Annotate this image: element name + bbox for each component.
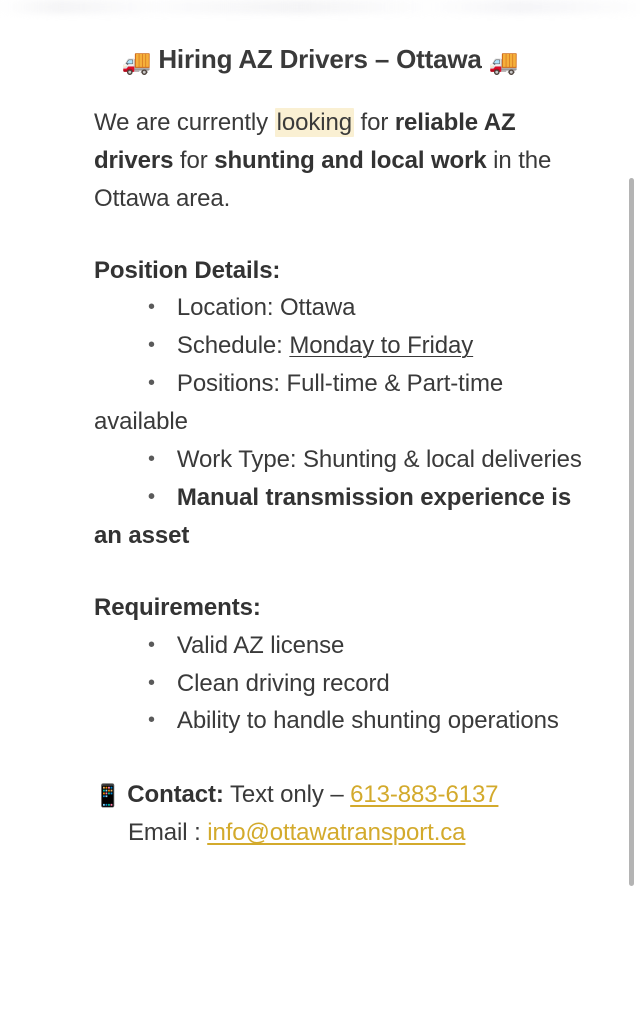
contact-phone-line bbox=[94, 776, 582, 814]
contact-method-text: Text only – bbox=[223, 781, 351, 809]
intro-text-1: We are currently bbox=[94, 108, 275, 136]
highlighted-word: looking bbox=[276, 108, 352, 136]
position-details-list bbox=[94, 289, 582, 554]
bullet-icon: • bbox=[148, 485, 155, 508]
list-item bbox=[94, 327, 582, 365]
intro-text-4: in the Ottawa area. bbox=[94, 146, 552, 212]
list-item-text: Clean driving record bbox=[176, 669, 390, 697]
page-title bbox=[0, 0, 640, 78]
email-label: Email : bbox=[128, 819, 208, 847]
list-item-text: Work Type: Shunting & local deliveries bbox=[176, 446, 582, 474]
bullet-icon: • bbox=[148, 633, 155, 656]
intro-text-3: for bbox=[173, 146, 215, 174]
requirements-list bbox=[94, 627, 582, 741]
bullet-icon: • bbox=[148, 671, 155, 694]
list-item bbox=[94, 702, 582, 740]
contact-block bbox=[94, 740, 582, 852]
bullet-icon: • bbox=[148, 334, 155, 357]
bullet-icon: • bbox=[148, 709, 155, 732]
list-item bbox=[94, 665, 582, 703]
bullet-icon: • bbox=[148, 372, 155, 395]
list-item bbox=[94, 441, 582, 479]
contact-email-line bbox=[94, 814, 582, 852]
contact-label: Contact: bbox=[127, 781, 224, 809]
bullet-icon: • bbox=[148, 296, 155, 319]
list-item bbox=[94, 289, 582, 327]
list-item bbox=[94, 365, 582, 441]
list-item-text: Valid AZ license bbox=[176, 631, 345, 659]
phone-number-link[interactable]: 613-883-6137 bbox=[350, 781, 499, 809]
list-item-text: Ability to handle shunting operations bbox=[176, 707, 559, 735]
list-item bbox=[94, 479, 582, 555]
bullet-icon: • bbox=[148, 448, 155, 471]
truck-icon-right: 🚚 bbox=[488, 49, 519, 76]
list-item-text: Schedule: bbox=[176, 332, 290, 360]
intro-paragraph bbox=[94, 78, 582, 218]
scrollbar-track[interactable] bbox=[632, 0, 637, 1020]
mobile-phone-icon: 📱 bbox=[94, 783, 122, 809]
email-address-link[interactable]: info@ottawatransport.ca bbox=[207, 819, 466, 847]
intro-bold-1: reliable AZ drivers bbox=[94, 108, 516, 174]
section-heading-position-details: Position Details: bbox=[94, 256, 281, 284]
page-title-text: Hiring AZ Drivers – Ottawa bbox=[158, 44, 482, 74]
scrollbar-thumb[interactable] bbox=[629, 178, 634, 886]
post-body bbox=[0, 78, 640, 852]
list-item bbox=[94, 627, 582, 665]
intro-bold-2: shunting and local work bbox=[214, 146, 487, 174]
list-item-text: Positions: Full-time & Part-time available bbox=[94, 370, 504, 436]
intro-text-2: for bbox=[353, 108, 395, 136]
list-item-text: Manual transmission experience is an asset bbox=[94, 483, 572, 549]
list-item-text: Location: Ottawa bbox=[176, 294, 356, 322]
list-item-underlined-text: Monday to Friday bbox=[289, 332, 474, 360]
truck-icon-left: 🚚 bbox=[121, 49, 152, 76]
section-heading-requirements: Requirements: bbox=[94, 593, 261, 621]
